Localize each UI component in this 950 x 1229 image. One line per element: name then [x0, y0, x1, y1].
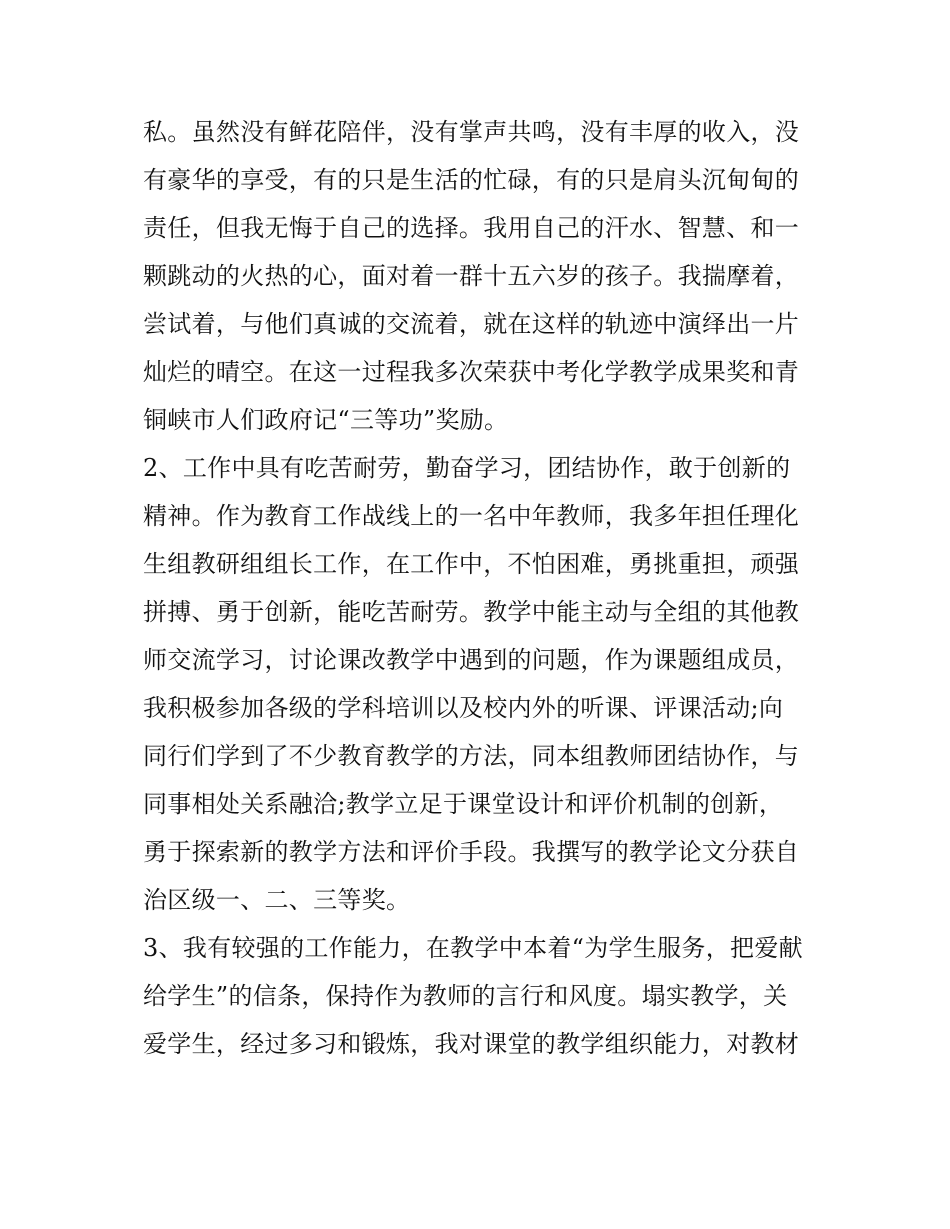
text-line-13: 我积极参加各级的学科培训以及校内外的听课、评课活动;向 [143, 694, 784, 722]
text-line-4: 颗跳动的火热的心，面对着一群十五六岁的孩子。我揣摩着， [143, 262, 800, 290]
text-line-12: 师交流学习，讨论课改教学中遇到的问题，作为课题组成员， [143, 646, 800, 674]
text-line-6: 灿烂的晴空。在这一过程我多次荣获中考化学教学成果奖和青 [143, 358, 800, 386]
text-line-9: 精神。作为教育工作战线上的一名中年教师，我多年担任理化 [143, 502, 800, 530]
text-line-5: 尝试着，与他们真诚的交流着，就在这样的轨迹中演绎出一片 [143, 310, 800, 338]
text-line-15: 同事相处关系融洽;教学立足于课堂设计和评价机制的创新， [143, 790, 784, 818]
text-line-2: 有豪华的享受，有的只是生活的忙碌，有的只是肩头沉甸甸的 [143, 166, 800, 194]
text-line-10: 生组教研组组长工作，在工作中，不怕困难，勇挑重担，顽强 [143, 550, 800, 578]
text-line-14: 同行们学到了不少教育教学的方法，同本组教师团结协作，与 [143, 742, 800, 770]
document-body [143, 108, 823, 1068]
text-line-1: 私。虽然没有鲜花陪伴，没有掌声共鸣，没有丰厚的收入，没 [143, 118, 800, 146]
text-line-16: 勇于探索新的教学方法和评价手段。我撰写的教学论文分获自 [143, 838, 800, 866]
text-line-19: 给学生”的信条，保持作为教师的言行和风度。塌实教学，关 [143, 982, 788, 1010]
text-line-7: 铜峡市人们政府记“三等功”奖励。 [143, 406, 509, 434]
text-line-8: 2、工作中具有吃苦耐劳，勤奋学习，团结协作，敢于创新的 [143, 454, 791, 482]
text-line-17: 治区级一、二、三等奖。 [143, 886, 411, 914]
text-line-18: 3、我有较强的工作能力，在教学中本着“为学生服务，把爱献 [143, 934, 803, 962]
text-line-20: 爱学生，经过多习和锻炼，我对课堂的教学组织能力，对教材 [143, 1030, 800, 1058]
text-line-11: 拼搏、勇于创新，能吃苦耐劳。教学中能主动与全组的其他教 [143, 598, 800, 626]
text-line-3: 责任，但我无悔于自己的选择。我用自己的汗水、智慧、和一 [143, 214, 800, 242]
